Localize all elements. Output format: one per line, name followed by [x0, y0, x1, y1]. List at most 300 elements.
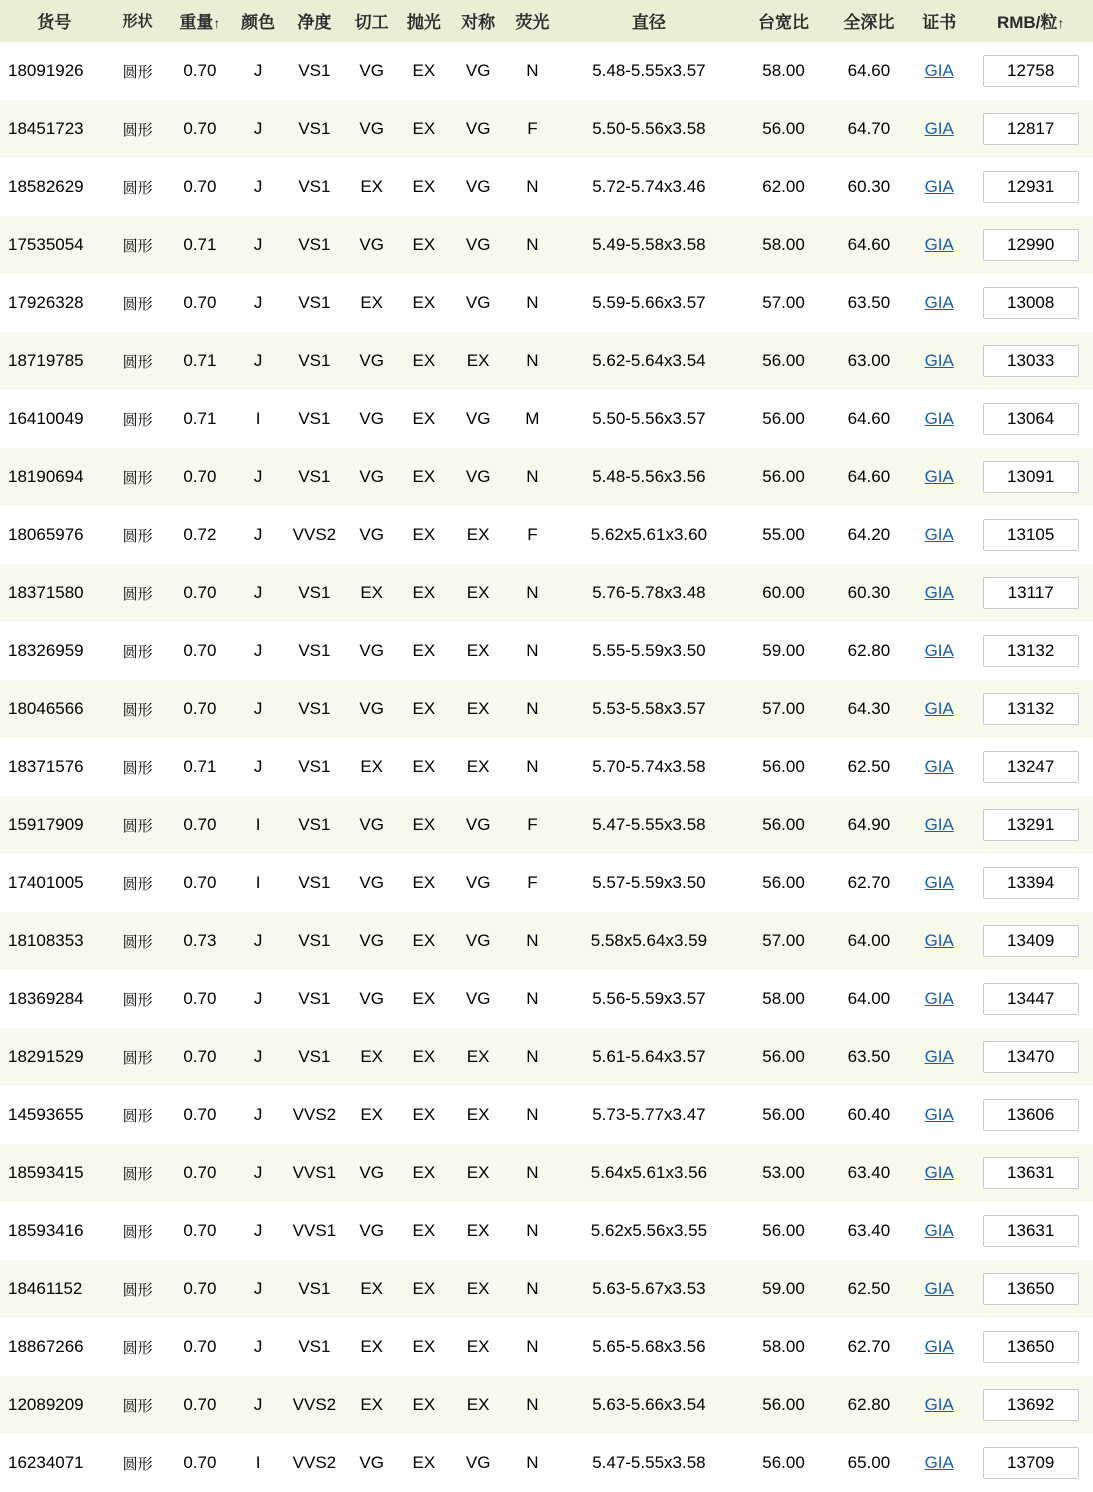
cell-depth-pct: 62.80: [828, 1376, 910, 1434]
price-value[interactable]: 13631: [983, 1215, 1079, 1247]
cell-depth-pct: 64.00: [828, 912, 910, 970]
column-header-symmetry[interactable]: [450, 0, 506, 42]
certificate-link[interactable]: GIA: [924, 525, 954, 544]
price-value[interactable]: 13091: [983, 461, 1079, 493]
cell-shape: 圆形: [108, 564, 166, 622]
column-header-price[interactable]: [968, 0, 1093, 42]
price-value[interactable]: 12758: [983, 55, 1079, 87]
cell-color: J: [233, 274, 283, 332]
price-value[interactable]: 13008: [983, 287, 1079, 319]
cell-cert: [910, 216, 968, 274]
cell-fluorescence: N: [506, 216, 558, 274]
cell-depth-pct: 60.30: [828, 564, 910, 622]
column-header-table-pct-label: 台宽比: [758, 13, 809, 32]
cell-shape: 圆形: [108, 100, 166, 158]
cell-clarity: VVS1: [283, 1202, 345, 1260]
price-value[interactable]: 13105: [983, 519, 1079, 551]
table-row[interactable]: [0, 42, 1093, 100]
certificate-link[interactable]: GIA: [924, 409, 954, 428]
cell-cut: VG: [346, 390, 398, 448]
cell-price: [968, 42, 1093, 100]
price-value[interactable]: 13132: [983, 635, 1079, 667]
cell-diameter: 5.57-5.59x3.50: [559, 854, 740, 912]
table-row[interactable]: [0, 1144, 1093, 1202]
cell-table-pct: 56.00: [739, 332, 827, 390]
cell-polish: EX: [398, 1434, 450, 1492]
cell-table-pct: 56.00: [739, 1434, 827, 1492]
cell-fluorescence: M: [506, 390, 558, 448]
cell-id: 17926328: [0, 274, 108, 332]
cell-color: J: [233, 158, 283, 216]
cell-price: [968, 796, 1093, 854]
price-value[interactable]: 13291: [983, 809, 1079, 841]
cell-symmetry: EX: [450, 738, 506, 796]
cell-cut: VG: [346, 854, 398, 912]
cell-table-pct: 58.00: [739, 1318, 827, 1376]
cell-diameter: 5.65-5.68x3.56: [559, 1318, 740, 1376]
cell-cert: [910, 1202, 968, 1260]
cell-symmetry: VG: [450, 854, 506, 912]
cell-id: 16234071: [0, 1434, 108, 1492]
price-value[interactable]: 13117: [983, 577, 1079, 609]
table-row[interactable]: [0, 1318, 1093, 1376]
cell-id: 18046566: [0, 680, 108, 738]
price-value[interactable]: 12990: [983, 229, 1079, 261]
table-row[interactable]: [0, 216, 1093, 274]
column-header-price-label: RMB/粒: [996, 13, 1058, 32]
cell-color: J: [233, 216, 283, 274]
cell-price: [968, 738, 1093, 796]
cell-symmetry: EX: [450, 680, 506, 738]
cell-price: [968, 332, 1093, 390]
cell-polish: EX: [398, 1144, 450, 1202]
cell-clarity: VS1: [283, 796, 345, 854]
certificate-link[interactable]: GIA: [924, 989, 954, 1008]
cell-shape: 圆形: [108, 506, 166, 564]
cell-diameter: 5.61-5.64x3.57: [559, 1028, 740, 1086]
cell-id: 18108353: [0, 912, 108, 970]
cell-table-pct: 56.00: [739, 1376, 827, 1434]
cell-shape: 圆形: [108, 274, 166, 332]
certificate-link[interactable]: GIA: [924, 1395, 954, 1414]
cell-clarity: VVS2: [283, 506, 345, 564]
table-row[interactable]: [0, 1028, 1093, 1086]
cell-diameter: 5.73-5.77x3.47: [559, 1086, 740, 1144]
cell-fluorescence: N: [506, 1376, 558, 1434]
cell-polish: EX: [398, 100, 450, 158]
cell-fluorescence: N: [506, 448, 558, 506]
column-header-diameter[interactable]: [559, 0, 740, 42]
cell-clarity: VS1: [283, 274, 345, 332]
cell-depth-pct: 64.20: [828, 506, 910, 564]
column-header-diameter-label: 直径: [631, 13, 666, 32]
certificate-link[interactable]: GIA: [924, 1221, 954, 1240]
cell-diameter: 5.53-5.58x3.57: [559, 680, 740, 738]
cell-color: J: [233, 1202, 283, 1260]
table-row[interactable]: [0, 274, 1093, 332]
cell-weight: 0.71: [167, 390, 233, 448]
table-row[interactable]: [0, 796, 1093, 854]
cell-cut: EX: [346, 1260, 398, 1318]
cell-symmetry: EX: [450, 1318, 506, 1376]
cell-fluorescence: F: [506, 796, 558, 854]
cell-cert: [910, 390, 968, 448]
cell-shape: 圆形: [108, 332, 166, 390]
cell-color: J: [233, 332, 283, 390]
cell-table-pct: 58.00: [739, 42, 827, 100]
certificate-link[interactable]: GIA: [924, 757, 954, 776]
cell-polish: EX: [398, 506, 450, 564]
table-row[interactable]: [0, 970, 1093, 1028]
cell-color: J: [233, 680, 283, 738]
cell-cut: EX: [346, 1318, 398, 1376]
cell-cut: VG: [346, 216, 398, 274]
cell-symmetry: EX: [450, 1028, 506, 1086]
price-value[interactable]: 13409: [983, 925, 1079, 957]
cell-diameter: 5.62x5.61x3.60: [559, 506, 740, 564]
cell-depth-pct: 60.40: [828, 1086, 910, 1144]
cell-diameter: 5.50-5.56x3.58: [559, 100, 740, 158]
cell-shape: 圆形: [108, 158, 166, 216]
cell-weight: 0.70: [167, 448, 233, 506]
price-value[interactable]: 13650: [983, 1331, 1079, 1363]
cell-table-pct: 58.00: [739, 970, 827, 1028]
cell-clarity: VS1: [283, 216, 345, 274]
cell-table-pct: 62.00: [739, 158, 827, 216]
cell-diameter: 5.76-5.78x3.48: [559, 564, 740, 622]
cell-clarity: VS1: [283, 1260, 345, 1318]
cell-diameter: 5.72-5.74x3.46: [559, 158, 740, 216]
cell-polish: EX: [398, 738, 450, 796]
cell-shape: 圆形: [108, 622, 166, 680]
cell-clarity: VS1: [283, 970, 345, 1028]
table-row[interactable]: [0, 680, 1093, 738]
cell-weight: 0.73: [167, 912, 233, 970]
column-header-weight[interactable]: [167, 0, 233, 42]
cell-id: 18371576: [0, 738, 108, 796]
cell-diameter: 5.47-5.55x3.58: [559, 1434, 740, 1492]
cell-price: [968, 274, 1093, 332]
cell-fluorescence: N: [506, 332, 558, 390]
cell-fluorescence: N: [506, 42, 558, 100]
sort-ascending-icon: ↑: [1057, 15, 1065, 31]
cell-cut: VG: [346, 1202, 398, 1260]
cell-price: [968, 1086, 1093, 1144]
cell-id: 18291529: [0, 1028, 108, 1086]
cell-polish: EX: [398, 912, 450, 970]
cell-symmetry: VG: [450, 274, 506, 332]
cell-color: J: [233, 564, 283, 622]
price-value[interactable]: 13631: [983, 1157, 1079, 1189]
table-row[interactable]: [0, 1260, 1093, 1318]
certificate-link[interactable]: GIA: [924, 235, 954, 254]
cell-fluorescence: N: [506, 1318, 558, 1376]
cell-depth-pct: 63.00: [828, 332, 910, 390]
price-value[interactable]: 12817: [983, 113, 1079, 145]
cell-cut: EX: [346, 1376, 398, 1434]
table-row[interactable]: [0, 448, 1093, 506]
certificate-link[interactable]: GIA: [924, 641, 954, 660]
column-header-cert-label: 证书: [922, 13, 957, 32]
cell-symmetry: EX: [450, 332, 506, 390]
cell-depth-pct: 64.90: [828, 796, 910, 854]
cell-price: [968, 1318, 1093, 1376]
cell-fluorescence: N: [506, 1144, 558, 1202]
certificate-link[interactable]: GIA: [924, 1047, 954, 1066]
cell-cert: [910, 970, 968, 1028]
table-row[interactable]: [0, 912, 1093, 970]
cell-cert: [910, 1028, 968, 1086]
cell-price: [968, 448, 1093, 506]
certificate-link[interactable]: GIA: [924, 119, 954, 138]
cell-cut: VG: [346, 970, 398, 1028]
cell-cert: [910, 1376, 968, 1434]
price-value[interactable]: 12931: [983, 171, 1079, 203]
table-row[interactable]: [0, 564, 1093, 622]
cell-weight: 0.70: [167, 1086, 233, 1144]
cell-weight: 0.71: [167, 738, 233, 796]
cell-polish: EX: [398, 1260, 450, 1318]
cell-cert: [910, 1260, 968, 1318]
cell-diameter: 5.56-5.59x3.57: [559, 970, 740, 1028]
cell-cut: VG: [346, 100, 398, 158]
cell-weight: 0.70: [167, 796, 233, 854]
cell-weight: 0.70: [167, 1318, 233, 1376]
cell-cert: [910, 796, 968, 854]
cell-clarity: VS1: [283, 100, 345, 158]
cell-fluorescence: N: [506, 158, 558, 216]
certificate-link[interactable]: GIA: [924, 61, 954, 80]
cell-diameter: 5.58x5.64x3.59: [559, 912, 740, 970]
cell-depth-pct: 64.60: [828, 42, 910, 100]
cell-weight: 0.70: [167, 1202, 233, 1260]
certificate-link[interactable]: GIA: [924, 351, 954, 370]
column-header-table-pct[interactable]: [739, 0, 827, 42]
certificate-link[interactable]: GIA: [924, 1163, 954, 1182]
table-row[interactable]: [0, 1086, 1093, 1144]
column-header-depth-pct[interactable]: [828, 0, 910, 42]
price-value[interactable]: 13132: [983, 693, 1079, 725]
column-header-shape[interactable]: [108, 0, 166, 42]
cell-fluorescence: N: [506, 912, 558, 970]
certificate-link[interactable]: GIA: [924, 1453, 954, 1472]
price-value[interactable]: 13064: [983, 403, 1079, 435]
cell-clarity: VS1: [283, 332, 345, 390]
column-header-id[interactable]: [0, 0, 108, 42]
cell-id: 18369284: [0, 970, 108, 1028]
cell-price: [968, 1144, 1093, 1202]
cell-color: J: [233, 1144, 283, 1202]
cell-diameter: 5.62x5.56x3.55: [559, 1202, 740, 1260]
cell-id: 18461152: [0, 1260, 108, 1318]
column-header-cut[interactable]: [346, 0, 398, 42]
cell-shape: 圆形: [108, 680, 166, 738]
cell-cert: [910, 912, 968, 970]
cell-color: J: [233, 1086, 283, 1144]
cell-id: 18719785: [0, 332, 108, 390]
price-value[interactable]: 13606: [983, 1099, 1079, 1131]
cell-color: I: [233, 796, 283, 854]
cell-polish: EX: [398, 970, 450, 1028]
cell-polish: EX: [398, 1028, 450, 1086]
certificate-link[interactable]: GIA: [924, 815, 954, 834]
table-row[interactable]: [0, 390, 1093, 448]
certificate-link[interactable]: GIA: [924, 931, 954, 950]
table-row[interactable]: [0, 738, 1093, 796]
certificate-link[interactable]: GIA: [924, 1279, 954, 1298]
cell-symmetry: VG: [450, 100, 506, 158]
cell-table-pct: 59.00: [739, 1260, 827, 1318]
column-header-color-label: 颜色: [241, 13, 276, 32]
price-value[interactable]: 13650: [983, 1273, 1079, 1305]
cell-cert: [910, 158, 968, 216]
column-header-cut-label: 切工: [354, 13, 389, 32]
cell-weight: 0.71: [167, 216, 233, 274]
price-value[interactable]: 13394: [983, 867, 1079, 899]
cell-diameter: 5.48-5.56x3.56: [559, 448, 740, 506]
cell-diameter: 5.62-5.64x3.54: [559, 332, 740, 390]
cell-fluorescence: N: [506, 680, 558, 738]
cell-shape: 圆形: [108, 738, 166, 796]
cell-depth-pct: 62.80: [828, 622, 910, 680]
column-header-clarity-label: 净度: [297, 13, 332, 32]
cell-shape: 圆形: [108, 448, 166, 506]
cell-polish: EX: [398, 274, 450, 332]
cell-clarity: VVS2: [283, 1086, 345, 1144]
cell-clarity: VVS1: [283, 1144, 345, 1202]
cell-color: J: [233, 42, 283, 100]
sort-ascending-icon: ↑: [213, 15, 221, 31]
cell-symmetry: VG: [450, 216, 506, 274]
table-row[interactable]: [0, 332, 1093, 390]
cell-symmetry: EX: [450, 1144, 506, 1202]
cell-weight: 0.72: [167, 506, 233, 564]
column-header-polish-label: 抛光: [406, 13, 441, 32]
cell-clarity: VS1: [283, 390, 345, 448]
cell-shape: 圆形: [108, 1434, 166, 1492]
table-row[interactable]: [0, 1376, 1093, 1434]
price-value[interactable]: 13447: [983, 983, 1079, 1015]
cell-table-pct: 59.00: [739, 622, 827, 680]
cell-table-pct: 56.00: [739, 390, 827, 448]
cell-polish: EX: [398, 1086, 450, 1144]
column-header-clarity[interactable]: [283, 0, 345, 42]
column-header-id-label: 货号: [37, 13, 72, 32]
cell-shape: 圆形: [108, 1318, 166, 1376]
cell-cert: [910, 680, 968, 738]
cell-fluorescence: N: [506, 1086, 558, 1144]
cell-cut: EX: [346, 564, 398, 622]
price-value[interactable]: 13692: [983, 1389, 1079, 1421]
certificate-link[interactable]: GIA: [924, 467, 954, 486]
cell-shape: 圆形: [108, 912, 166, 970]
cell-cert: [910, 564, 968, 622]
cell-symmetry: VG: [450, 448, 506, 506]
certificate-link[interactable]: GIA: [924, 177, 954, 196]
cell-symmetry: VG: [450, 796, 506, 854]
cell-id: 18867266: [0, 1318, 108, 1376]
cell-fluorescence: N: [506, 1434, 558, 1492]
cell-polish: EX: [398, 796, 450, 854]
cell-symmetry: EX: [450, 1086, 506, 1144]
cell-fluorescence: N: [506, 274, 558, 332]
table-row[interactable]: [0, 1434, 1093, 1492]
cell-diameter: 5.50-5.56x3.57: [559, 390, 740, 448]
cell-cut: VG: [346, 1434, 398, 1492]
table-row[interactable]: [0, 100, 1093, 158]
cell-color: J: [233, 100, 283, 158]
cell-id: 16410049: [0, 390, 108, 448]
price-value[interactable]: 13709: [983, 1447, 1079, 1479]
certificate-link[interactable]: GIA: [924, 1105, 954, 1124]
cell-depth-pct: 60.30: [828, 158, 910, 216]
cell-table-pct: 56.00: [739, 1086, 827, 1144]
cell-clarity: VS1: [283, 42, 345, 100]
cell-cert: [910, 506, 968, 564]
cell-table-pct: 55.00: [739, 506, 827, 564]
column-header-shape-label: 形状: [122, 13, 153, 30]
cell-polish: EX: [398, 680, 450, 738]
cell-color: J: [233, 622, 283, 680]
column-header-cert[interactable]: [910, 0, 968, 42]
cell-weight: 0.70: [167, 970, 233, 1028]
price-value[interactable]: 13470: [983, 1041, 1079, 1073]
table-row[interactable]: [0, 506, 1093, 564]
certificate-link[interactable]: GIA: [924, 873, 954, 892]
cell-shape: 圆形: [108, 42, 166, 100]
column-header-symmetry-label: 对称: [461, 13, 496, 32]
cell-cert: [910, 332, 968, 390]
cell-id: 18593415: [0, 1144, 108, 1202]
table-row[interactable]: [0, 622, 1093, 680]
certificate-link[interactable]: GIA: [924, 699, 954, 718]
cell-polish: EX: [398, 448, 450, 506]
cell-symmetry: EX: [450, 506, 506, 564]
column-header-color[interactable]: [233, 0, 283, 42]
table-row[interactable]: [0, 1202, 1093, 1260]
cell-table-pct: 56.00: [739, 100, 827, 158]
column-header-polish[interactable]: [398, 0, 450, 42]
table-row[interactable]: [0, 158, 1093, 216]
cell-polish: EX: [398, 332, 450, 390]
cell-price: [968, 970, 1093, 1028]
column-header-fluorescence[interactable]: [506, 0, 558, 42]
cell-cert: [910, 100, 968, 158]
cell-fluorescence: F: [506, 506, 558, 564]
cell-cert: [910, 1086, 968, 1144]
cell-clarity: VS1: [283, 912, 345, 970]
cell-table-pct: 58.00: [739, 216, 827, 274]
cell-cut: VG: [346, 622, 398, 680]
cell-depth-pct: 62.70: [828, 854, 910, 912]
cell-id: 18582629: [0, 158, 108, 216]
price-value[interactable]: 13033: [983, 345, 1079, 377]
certificate-link[interactable]: GIA: [924, 293, 954, 312]
cell-clarity: VS1: [283, 738, 345, 796]
cell-cut: VG: [346, 912, 398, 970]
cell-table-pct: 56.00: [739, 448, 827, 506]
cell-price: [968, 506, 1093, 564]
cell-cert: [910, 854, 968, 912]
cell-clarity: VS1: [283, 448, 345, 506]
table-row[interactable]: [0, 854, 1093, 912]
cell-id: 18593416: [0, 1202, 108, 1260]
price-value[interactable]: 13247: [983, 751, 1079, 783]
certificate-link[interactable]: GIA: [924, 583, 954, 602]
certificate-link[interactable]: GIA: [924, 1337, 954, 1356]
cell-weight: 0.70: [167, 564, 233, 622]
cell-fluorescence: N: [506, 1028, 558, 1086]
